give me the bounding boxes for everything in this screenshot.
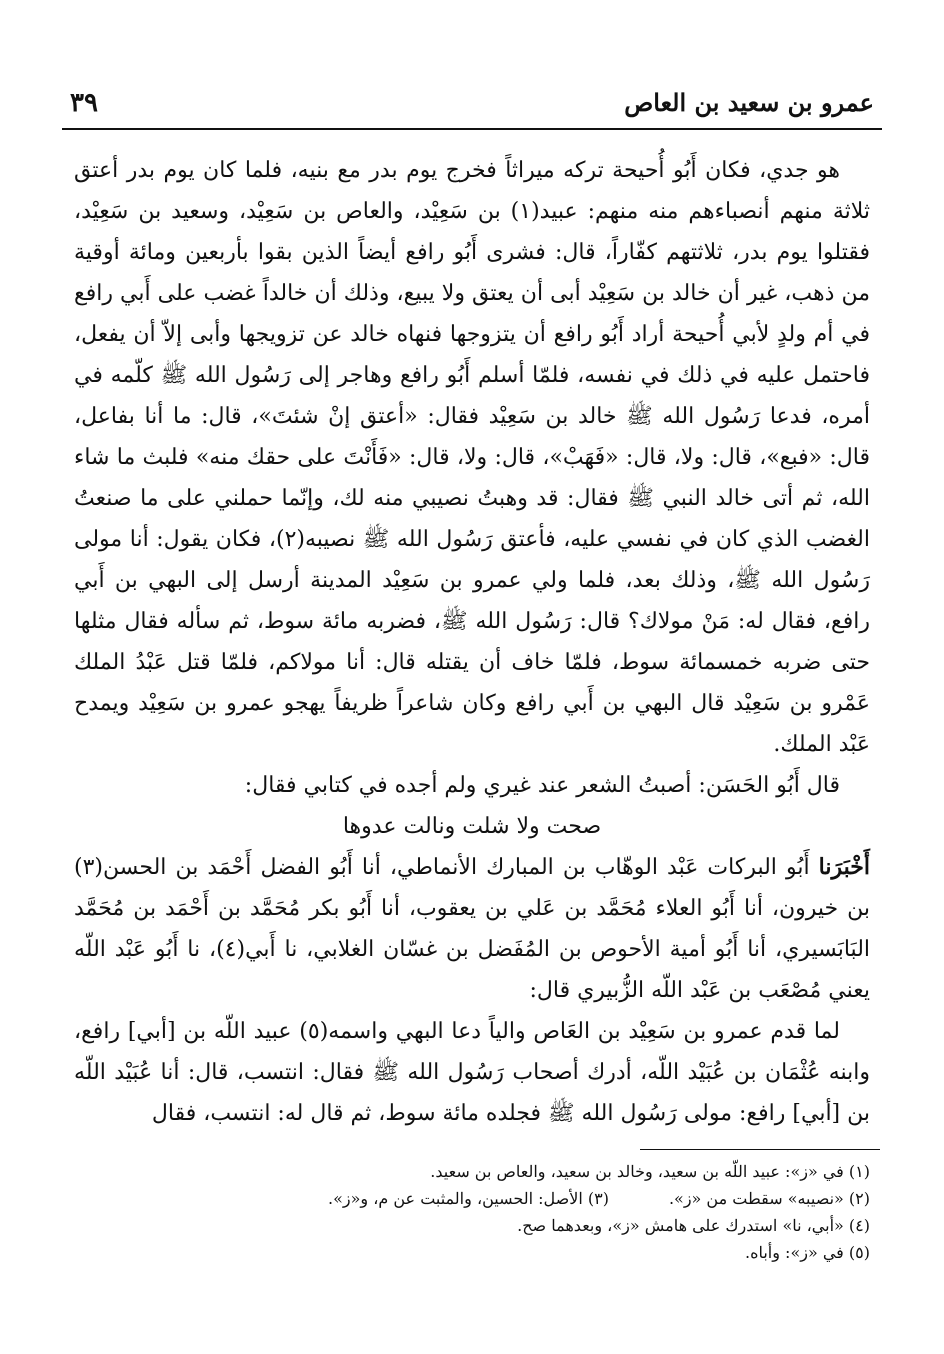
footnote-5: (٥) في «ز»: وأباه.: [745, 1243, 870, 1262]
header-title: عمرو بن سعيد بن العاص: [624, 88, 874, 117]
paragraph-2: قال أَبُو الحَسَن: أصبتُ الشعر عند غيري ولم أجده في كتابي فقال:: [244, 773, 840, 798]
header-rule: [62, 128, 882, 130]
footnote-rule: [640, 1149, 880, 1150]
poem-verse: صحت ولا شلت ونالت عدوها: [342, 814, 602, 839]
footnote-3: (٣) الأصل: الحسين، والمثبت عن م، و«ز».: [328, 1189, 609, 1208]
footnote-1: (١) في «ز»: عبيد اللّه بن سعيد، وخالد بن سعيد، والعاص بن سعيد.: [430, 1162, 870, 1181]
footnote-2: (٢) «نصيبه» سقطت من «ز».: [668, 1189, 870, 1208]
main-text: [74, 150, 870, 1134]
footnote-4: (٤) «أبي، نا» استدرك على هامش «ز»، وبعدهما صح.: [517, 1216, 870, 1235]
paragraph-3-text: أَبُو البركات عَبْد الوهّاب بن المبارك الأنماطي، أنا أَبُو الفضل أَحْمَد بن الحسن(٣) بن خيرون، أنا أَبُو العلاء مُحَمَّد بن عَلي بن يعقوب، أنا أَبُو بكر مُحَمَّد بن أَحْمَد بن مُحَمَّد البَابَسيري، أنا أَبُو أمية الأحوص بن المُفَضل بن غسّان الغلابي، نا أَبي(٤)، نا أَبُو عَبْد اللّه يعني مُصْعَب بن عَبْد اللّه الزُّبيري قال:: [74, 855, 871, 1003]
paragraph-3: [74, 847, 870, 1011]
paragraph-4: لما قدم عمرو بن سَعِيْد بن العَاص والياً دعا البهي واسمه(٥) عبيد اللّه بن [أبي] رافع، وابنه عُثْمَان بن عُبَيْد اللّه، أدرك أصحاب رَسُول الله ﷺ فقال: انتسب، قال: أنا عُبَيْد اللّه بن [أبي] رافع: مولى رَسُول الله ﷺ فجلده مائة سوط، ثم قال له: انتسب، فقال: [74, 1019, 870, 1126]
page-number: ٣٩: [70, 88, 98, 118]
running-header: [70, 88, 874, 128]
footnotes: [74, 1158, 870, 1266]
isnad-lead-word: أَخْبَرَنا: [818, 854, 870, 880]
footnote-row-2-3: [74, 1185, 870, 1212]
paragraph-1: هو جدي، فكان أَبُو أُحيحة تركه ميراثاً فخرج يوم بدر مع بنيه، فلما كان يوم بدر أعتق ثلاثة منهم أنصباءهم منه منهم: عبيد(١) بن سَعِيْد، والعاص بن سَعِيْد، وسعيد بن سَعِيْد، فقتلوا يوم بدر، ثلاثتهم كفّاراً، قال: فشرى أَبُو رافع أيضاً الذين بقوا بأربعين ومائة أوقية من ذهب، غير أن خالد بن سَعِيْد أبى أن يعتق ولا يبيع، وذلك أن خالداً غضب على أَبي رافع في أم ولدٍ لأبي أُحيحة أراد أَبُو رافع أن يتزوجها فنهاه خالد عن تزويجها وأبى إلاّ أن يفعل، فاحتمل عليه في ذلك في نفسه، فلمّا أسلم أَبُو رافع وهاجر إلى رَسُول الله ﷺ كلّمه في أمره، فدعا رَسُول الله ﷺ خالد بن سَعِيْد فقال: «أعتق إنْ شئتَ»، قال: ما أنا بفاعل، قال: «فبع»، قال: ولا، قال: «فَهَبْ»، قال: ولا، قال: «فَأَنْتَ على حقك منه» فلبث ما شاء الله، ثم أتى خالد النبي ﷺ فقال: قد وهبتُ نصيبي منه لك، وإنّما حملني على ما صنعتُ الغضب الذي كان في نفسي عليه، فأعتق رَسُول الله ﷺ نصيبه(٢)، فكان يقول: أنا مولى رَسُول الله ﷺ، وذلك بعد، فلما ولي عمرو بن سَعِيْد المدينة أرسل إلى البهي بن أَبي رافع، فقال له: مَنْ مولاك؟ قال: رَسُول الله ﷺ، فضربه مائة سوط، ثم سأله فقال مثلها حتى ضربه خمسمائة سوط، فلمّا خاف أن يقتله قال: أنا مولاكم، فلمّا قتل عَبْدُ الملك عَمْرو بن سَعِيْد قال البهي بن أَبي رافع وكان شاعراً ظريفاً يهجو عمرو بن سَعِيْد ويمدح عَبْد الملك.: [74, 158, 870, 757]
